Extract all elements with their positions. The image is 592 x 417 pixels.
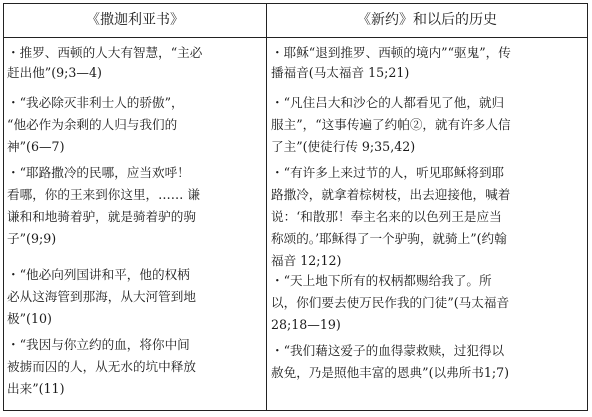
- right-line: 播福音(马太福音 15;21): [271, 65, 410, 80]
- right-line: ・“有许多上来过节的人，听见耶稣将到耶: [271, 165, 505, 180]
- right-line: 服主”，“这事传遍了约帕②，就有许多人信: [271, 117, 511, 132]
- right-line: 路撒冷，就拿着棕树枝，出去迎接他，喊着: [271, 187, 511, 202]
- column-divider: [266, 4, 267, 410]
- left-line: 谦和和地骑着驴，就是骑着驴的驹: [7, 209, 196, 224]
- left-line: 看哪，你的王来到你这里，…… 谦: [7, 187, 200, 202]
- left-line: 赶出他”(9;3—4): [7, 65, 102, 80]
- left-line: ・推罗、西顿的人大有智慧，“主必: [7, 45, 203, 60]
- left-line: ・“耶路撒冷的民哪，应当欢呼！: [7, 165, 190, 180]
- right-line: ・耶稣“退到推罗、西顿的境内”“驱鬼”，传: [271, 45, 511, 60]
- right-line: 赦免，乃是照他丰富的恩典”(以弗所书1;7): [271, 365, 510, 380]
- left-line: 极”(10): [7, 311, 52, 326]
- right-line: 称颂的。’耶稣得了一个驴驹，就骑上”(约翰: [271, 231, 507, 246]
- header-divider: [4, 37, 587, 38]
- right-line: ・“凡住吕大和沙仑的人都看见了他，就归: [271, 95, 505, 110]
- header-zechariah: 《撒迦利亚书》: [86, 12, 184, 28]
- right-line: 28;18—19): [271, 317, 341, 332]
- left-line: 被掳而囚的人，从无水的坑中释放: [7, 359, 196, 374]
- right-line: 福音 12;12): [271, 253, 342, 268]
- right-line: ・“我们藉这爱子的血得蒙救赎，过犯得以: [271, 343, 505, 358]
- left-line: 出来”(11): [7, 381, 65, 396]
- right-line: 了主”(使徒行传 9;35,42): [271, 139, 416, 154]
- left-line: 必从这海管到那海，从大河管到地: [7, 289, 196, 304]
- left-line: ・“他必向列国讲和平，他的权柄: [7, 267, 190, 282]
- left-line: ・“我因与你立约的血，将你中间: [7, 337, 190, 352]
- left-line: ・“我必除灭非利士人的骄傲”，: [7, 95, 184, 110]
- header-new-testament: 《新约》和以后的历史: [357, 12, 497, 28]
- left-line: 神”(6—7): [7, 139, 65, 154]
- right-line: ・“天上地下所有的权柄都赐给我了。所: [271, 273, 492, 288]
- left-line: 子”(9;9): [7, 231, 57, 246]
- left-line: “他必作为余剩的人归与我们的: [7, 117, 178, 132]
- right-line: 以，你们要去使万民作我的门徒”(马太福音: [271, 295, 510, 310]
- right-line: 说：‘和散那！奉主名来的以色列王是应当: [271, 209, 502, 224]
